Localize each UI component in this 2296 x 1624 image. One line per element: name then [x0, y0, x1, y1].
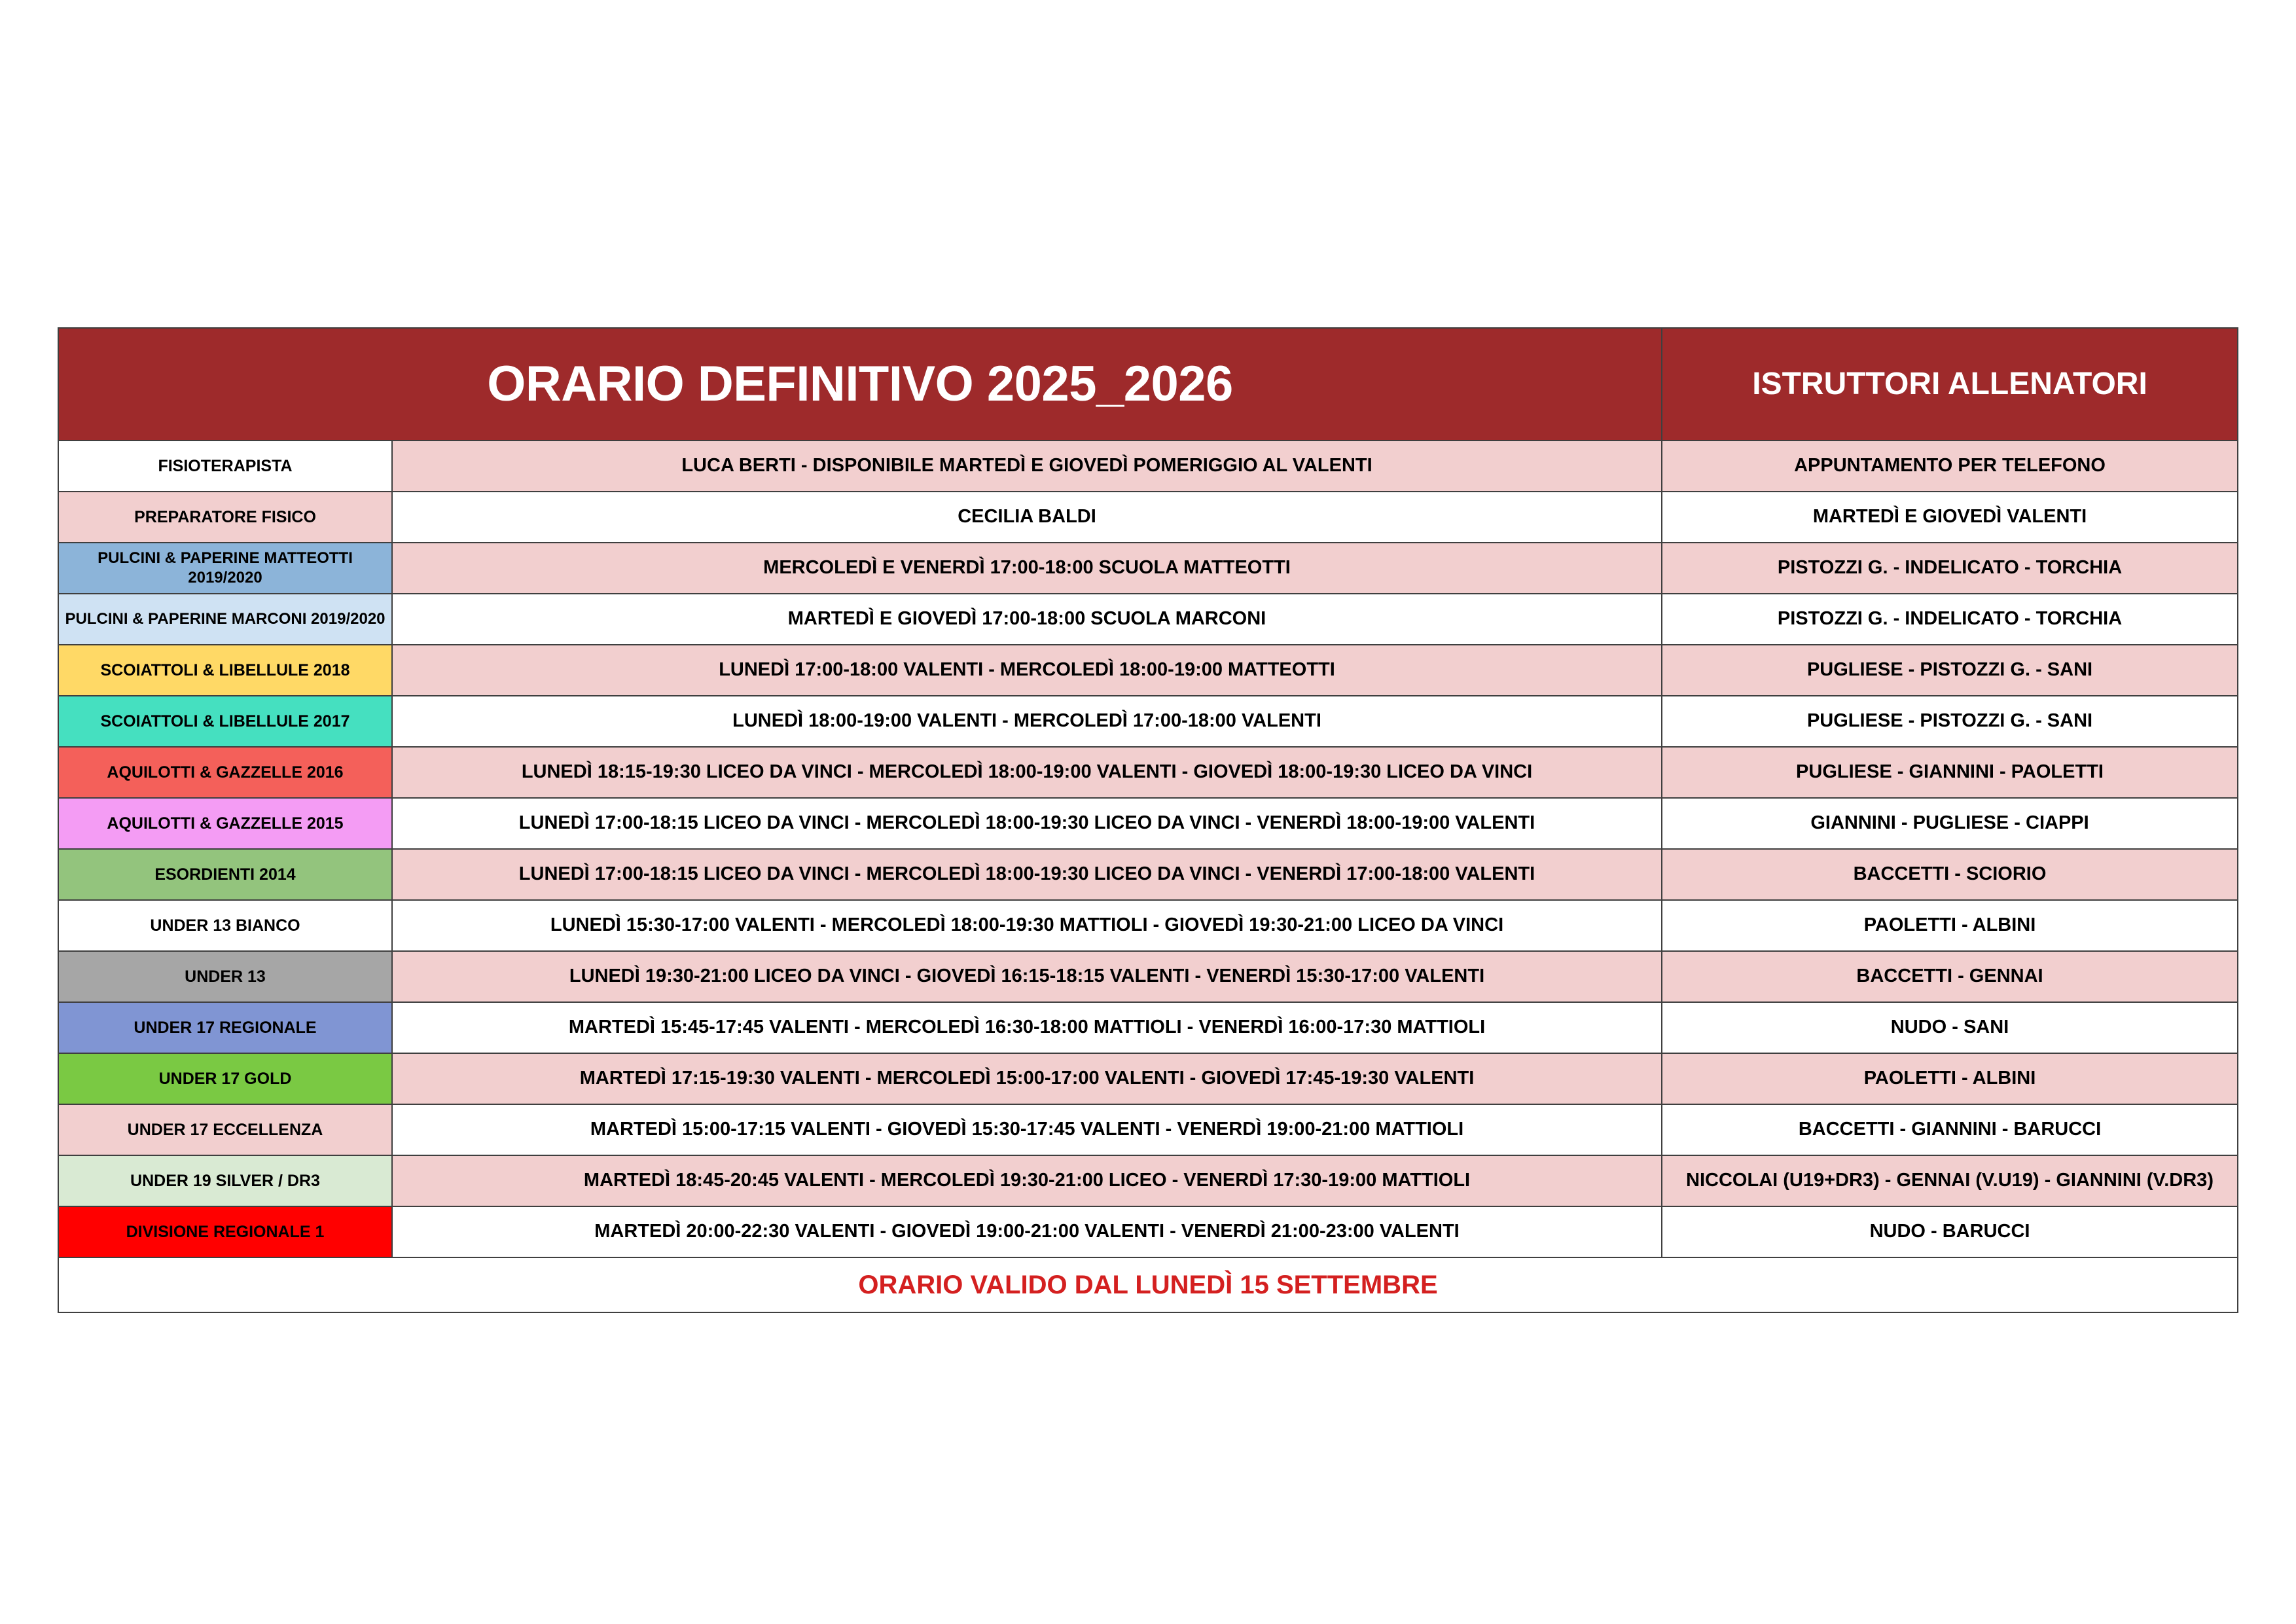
table-row	[58, 900, 2238, 951]
row-category: SCOIATTOLI & LIBELLULE 2018	[58, 645, 392, 696]
row-details: LUNEDÌ 18:00-19:00 VALENTI - MERCOLEDÌ 17:00-18:00 VALENTI	[392, 696, 1662, 747]
row-coaches: PAOLETTI - ALBINI	[1662, 900, 2238, 951]
row-details: MARTEDÌ E GIOVEDÌ 17:00-18:00 SCUOLA MARCONI	[392, 594, 1662, 645]
coaches-column-header: ISTRUTTORI ALLENATORI	[1662, 328, 2238, 441]
row-coaches: PAOLETTI - ALBINI	[1662, 1053, 2238, 1104]
row-details: MARTEDÌ 20:00-22:30 VALENTI - GIOVEDÌ 19:00-21:00 VALENTI - VENERDÌ 21:00-23:00 VALENTI	[392, 1206, 1662, 1257]
row-category: DIVISIONE REGIONALE 1	[58, 1206, 392, 1257]
row-details: MARTEDÌ 15:00-17:15 VALENTI - GIOVEDÌ 15:30-17:45 VALENTI - VENERDÌ 19:00-21:00 MATTIOLI	[392, 1104, 1662, 1155]
row-category: UNDER 17 GOLD	[58, 1053, 392, 1104]
row-coaches: MARTEDÌ E GIOVEDÌ VALENTI	[1662, 492, 2238, 543]
row-coaches: PUGLIESE - PISTOZZI G. - SANI	[1662, 696, 2238, 747]
table-row	[58, 441, 2238, 492]
row-category: FISIOTERAPISTA	[58, 441, 392, 492]
row-details: LUNEDÌ 17:00-18:15 LICEO DA VINCI - MERCOLEDÌ 18:00-19:30 LICEO DA VINCI - VENERDÌ 18:00-19:00 VALENTI	[392, 798, 1662, 849]
row-category: UNDER 17 ECCELLENZA	[58, 1104, 392, 1155]
row-coaches: BACCETTI - SCIORIO	[1662, 849, 2238, 900]
page-title: ORARIO DEFINITIVO 2025_2026	[58, 328, 1662, 441]
row-details: LUNEDÌ 19:30-21:00 LICEO DA VINCI - GIOVEDÌ 16:15-18:15 VALENTI - VENERDÌ 15:30-17:00 VALENTI	[392, 951, 1662, 1002]
row-details: MARTEDÌ 17:15-19:30 VALENTI - MERCOLEDÌ 15:00-17:00 VALENTI - GIOVEDÌ 17:45-19:30 VALENTI	[392, 1053, 1662, 1104]
row-category: UNDER 13 BIANCO	[58, 900, 392, 951]
row-category: UNDER 17 REGIONALE	[58, 1002, 392, 1053]
table-row	[58, 798, 2238, 849]
table-row	[58, 747, 2238, 798]
row-details: MERCOLEDÌ E VENERDÌ 17:00-18:00 SCUOLA MATTEOTTI	[392, 543, 1662, 594]
row-category: PULCINI & PAPERINE MATTEOTTI 2019/2020	[58, 543, 392, 594]
row-coaches: BACCETTI - GENNAI	[1662, 951, 2238, 1002]
table-row	[58, 543, 2238, 594]
row-category: UNDER 19 SILVER / DR3	[58, 1155, 392, 1206]
table-row	[58, 492, 2238, 543]
table-row	[58, 1155, 2238, 1206]
row-details: LUNEDÌ 17:00-18:00 VALENTI - MERCOLEDÌ 18:00-19:00 MATTEOTTI	[392, 645, 1662, 696]
row-coaches: NICCOLAI (U19+DR3) - GENNAI (V.U19) - GIANNINI (V.DR3)	[1662, 1155, 2238, 1206]
row-coaches: PUGLIESE - GIANNINI - PAOLETTI	[1662, 747, 2238, 798]
row-details: LUNEDÌ 15:30-17:00 VALENTI - MERCOLEDÌ 18:00-19:30 MATTIOLI - GIOVEDÌ 19:30-21:00 LICEO DA VINCI	[392, 900, 1662, 951]
row-coaches: PISTOZZI G. - INDELICATO - TORCHIA	[1662, 594, 2238, 645]
schedule-table	[58, 327, 2238, 1313]
schedule-body	[58, 328, 2238, 1312]
table-row	[58, 1053, 2238, 1104]
table-row	[58, 1104, 2238, 1155]
schedule-sheet	[58, 327, 2237, 1313]
row-details: MARTEDÌ 18:45-20:45 VALENTI - MERCOLEDÌ 19:30-21:00 LICEO - VENERDÌ 17:30-19:00 MATTIOLI	[392, 1155, 1662, 1206]
table-row	[58, 1206, 2238, 1257]
table-row	[58, 645, 2238, 696]
table-row	[58, 696, 2238, 747]
row-details: LUCA BERTI - DISPONIBILE MARTEDÌ E GIOVEDÌ POMERIGGIO AL VALENTI	[392, 441, 1662, 492]
row-coaches: NUDO - SANI	[1662, 1002, 2238, 1053]
row-coaches: NUDO - BARUCCI	[1662, 1206, 2238, 1257]
row-category: UNDER 13	[58, 951, 392, 1002]
header-row	[58, 328, 2238, 441]
row-details: LUNEDÌ 18:15-19:30 LICEO DA VINCI - MERCOLEDÌ 18:00-19:00 VALENTI - GIOVEDÌ 18:00-19:30 LICEO DA VINCI	[392, 747, 1662, 798]
table-row	[58, 594, 2238, 645]
row-coaches: GIANNINI - PUGLIESE - CIAPPI	[1662, 798, 2238, 849]
row-coaches: PUGLIESE - PISTOZZI G. - SANI	[1662, 645, 2238, 696]
row-details: CECILIA BALDI	[392, 492, 1662, 543]
table-row	[58, 1002, 2238, 1053]
table-row	[58, 951, 2238, 1002]
row-category: AQUILOTTI & GAZZELLE 2015	[58, 798, 392, 849]
row-coaches: APPUNTAMENTO PER TELEFONO	[1662, 441, 2238, 492]
row-category: AQUILOTTI & GAZZELLE 2016	[58, 747, 392, 798]
footer-row	[58, 1257, 2238, 1312]
row-coaches: PISTOZZI G. - INDELICATO - TORCHIA	[1662, 543, 2238, 594]
row-coaches: BACCETTI - GIANNINI - BARUCCI	[1662, 1104, 2238, 1155]
row-details: LUNEDÌ 17:00-18:15 LICEO DA VINCI - MERCOLEDÌ 18:00-19:30 LICEO DA VINCI - VENERDÌ 17:00-18:00 VALENTI	[392, 849, 1662, 900]
row-category: PULCINI & PAPERINE MARCONI 2019/2020	[58, 594, 392, 645]
row-details: MARTEDÌ 15:45-17:45 VALENTI - MERCOLEDÌ 16:30-18:00 MATTIOLI - VENERDÌ 16:00-17:30 MATTIOLI	[392, 1002, 1662, 1053]
table-row	[58, 849, 2238, 900]
row-category: PREPARATORE FISICO	[58, 492, 392, 543]
validity-note: ORARIO VALIDO DAL LUNEDÌ 15 SETTEMBRE	[58, 1257, 2238, 1312]
row-category: SCOIATTOLI & LIBELLULE 2017	[58, 696, 392, 747]
row-category: ESORDIENTI 2014	[58, 849, 392, 900]
